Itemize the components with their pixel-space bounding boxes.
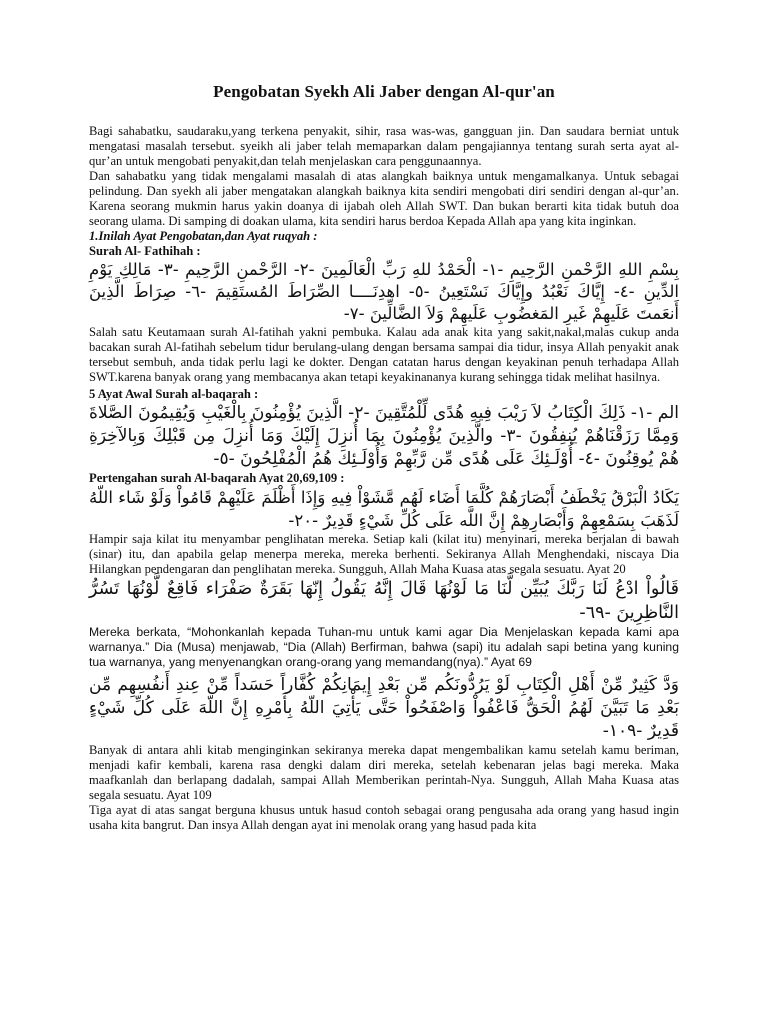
page-title: Pengobatan Syekh Ali Jaber dengan Al-qur'an bbox=[213, 82, 555, 101]
section-heading-pertengahan: Pertengahan surah Al-baqarah Ayat 20,69,109 : bbox=[89, 471, 345, 485]
paragraph-ayat-109: Banyak di antara ahli kitab menginginkan sekiranya mereka dapat mengembalikan kamu setelah kamu beriman, menjadi kafir kembali, karena rasa dengki dalam diri mereka, setelah kebenaran jelas bagi mereka. Maka maafkanlah dan berlapang dadalah, sampai Allah Memberikan perintah-Nya. Sungguh, Allah Maha Kuasa atas segala sesuatu. Ayat 109 bbox=[89, 743, 679, 802]
arabic-text-ayat-20: يَكَادُ الْبَرْقُ يَخْطَفُ أَبْصَارَهُمْ كُلَّمَا أَضَاء لَهُم مَّشَوْاْ فِيهِ وَإِذَا أَظْلَمَ عَلَيْهِمْ قَامُواْ وَلَوْ شَاء اللّهُ لَذَهَبَ بِسَمْعِهِمْ وَأَبْصَارِهِمْ إِنَّ اللَّه عَلَى كُلِّ شَيْءٍ قَدِيرٌ -٢٠- bbox=[89, 488, 679, 530]
paragraph-ayat-20: Hampir saja kilat itu menyambar penglihatan mereka. Setiap kali (kilat itu) menyinari, mereka berjalan di bawah (sinar) itu, dan apabila gelap menerpa mereka, mereka berhenti. Sekiranya Allah Menghendaki, niscaya Dia Hilangkan pendengaran dan penglihatan mereka. Sungguh, Allah Maha Kuasa atas segala sesuatu. Ayat 20 bbox=[89, 532, 679, 576]
arabic-text-baqarah: الم -١- ذَلِكَ الْكِتَابُ لاَ رَيْبَ فِيهِ هُدًى لِّلْمُتَّقِينَ -٢- الَّذِينَ يُؤْمِنُونَ بِالْغَيْبِ وَيُقِيمُونَ الصَّلاةَ وَمِمَّا رَزَقْنَاهُمْ يُنفِقُونَ -٣- والَّذِينَ يُؤْمِنُونَ بِمَا أُنزِلَ إِلَيْكَ وَمَا أُنزِلَ مِن قَبْلِكَ وَبِالآخِرَةِ هُمْ يُوقِنُونَ -٤- أُوْلَـئِكَ عَلَى هُدًى مِّن رَّبِّهِمْ وَأُوْلَـئِكَ هُمُ الْمُفْلِحُونَ -٥- bbox=[89, 403, 679, 469]
paragraph-fatihah: Salah satu Keutamaan surah Al-fatihah yakni pembuka. Kalau ada anak kita yang sakit,nakal,malas cukup anda bacakan surah Al-fatihah sebelum tidur berulang-ulang dengan bersama sampai dia tidur, insya Allah penyakit anak tersebut sembuh, anda tidak perlu lagi ke dokter. Dengan catatan harus dengan keyakinan penuh terhadapa Allah SWT.karena banyak orang yang membacanya akan tetapi keyakinananya kurang sehingga tidak melihat hasilnya. bbox=[89, 325, 679, 384]
arabic-text-fatihah: بِسْمِ اللهِ الرَّحْمنِ الرَّحِيمِ -١- الْحَمْدُ للهِ رَبِّ الْعَالَمِينَ -٢- الرَّحْمنِ الرَّحِيمِ -٣- مَالِكِ يَوْمِ الدِّينِ -٤- إِيَّاكَ نَعْبُدُ وإِيَّاكَ نَسْتَعِينُ -٥- اهدِنَــــا الصِّرَاطَ المُستَقِيمَ -٦- صِرَاطَ الَّذِينَ أَنعَمتَ عَلَيهِمْ غَيرِ المَغضُوبِ عَلَيهِمْ وَلاَ الضَّالِّينَ -٧- bbox=[89, 260, 679, 323]
document-body bbox=[89, 82, 679, 833]
arabic-text-ayat-109: وَدَّ كَثِيرٌ مِّنْ أَهْلِ الْكِتَابِ لَوْ يَرُدُّونَكُم مِّن بَعْدِ إِيمَانِكُمْ كُفَّاراً حَسَداً مِّنْ عِندِ أَنفُسِهِم مِّن بَعْدِ مَا تَبَيَّنَ لَهُمُ الْحَقُّ فَاعْفُواْ وَاصْفَحُواْ حَتَّى يَأْتِيَ اللّهُ بِأَمْرِهِ إِنَّ اللّهَ عَلَى كُلِّ شَيْءٍ قَدِيرٌ -١٠٩- bbox=[89, 675, 679, 741]
section-heading-ayat-pengobatan: 1.Inilah Ayat Pengobatan,dan Ayat ruqyah : bbox=[89, 229, 318, 243]
paragraph-closing: Tiga ayat di atas sangat berguna khusus untuk hasud contoh sebagai orang pengusaha ada orang yang hasud ingin usaha kita bangrut. Dan insya Allah dengan ayat ini menolak orang yang hasud pada kita bbox=[89, 803, 679, 832]
intro-paragraph-2: Dan sahabatku yang tidak mengalami masalah di atas alangkah baiknya untuk mengamalkanya. Untuk sebagai pelindung. Dan syekh ali jaber mengatakan alangkah baiknya kita sendiri mengobati diri sendiri dengan al-qur’an. Karena seorang mukmin harus yakin doanya di ijabah oleh Allah SWT. Dan bukan berarti kita tidak butuh doa seorang ulama. Di samping di doakan ulama, kita sendiri harus berdoa Kepada Allah apa yang kita inginkan. bbox=[89, 169, 679, 228]
intro-paragraph-1: Bagi sahabatku, saudaraku,yang terkena penyakit, sihir, rasa was-was, gangguan jin. Dan saudara berniat untuk mengatasi masalah tersebut. syeikh ali jaber telah memaparkan dalam pengajiannya tentang surah serta ayat al-qur’an untuk mengobati penyakit,dan telah menjelaskan cara penggunaannya. bbox=[89, 124, 679, 168]
section-heading-baqarah: 5 Ayat Awal Surah al-baqarah : bbox=[89, 387, 259, 401]
arabic-text-ayat-69: قَالُواْ ادْعُ لَنَا رَبَّكَ يُبَيِّن لَّنَا مَا لَوْنُهَا قَالَ إِنَّهُ يَقُولُ إِنّهَا بَقَرَةٌ صَفْرَاء فَاقِعٌ لَّوْنُهَا تَسُرُّ النَّاظِرِينَ -٦٩- bbox=[89, 579, 679, 623]
paragraph-ayat-69: Mereka berkata, “Mohonkanlah kepada Tuhan-mu untuk kami agar Dia Menjelaskan kepada kami apa warnanya.” Dia (Musa) menjawab, “Dia (Allah) Berfirman, bahwa (sapi) itu adalah sapi betina yang kuning tua warnanya, yang menyenangkan orang-orang yang memandang(nya).” Ayat 69 bbox=[89, 625, 679, 669]
section-heading-fatihah: Surah Al- Fathihah : bbox=[89, 244, 201, 258]
